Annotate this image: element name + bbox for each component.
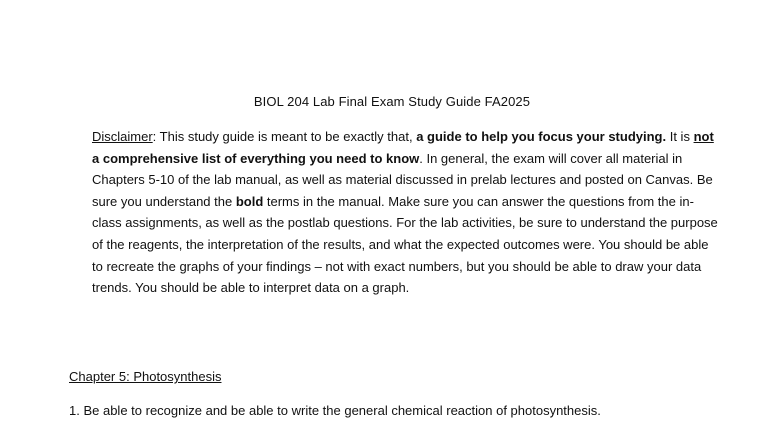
disclaimer-paragraph: [92, 126, 722, 299]
disclaimer-text-3: . In general, the exam will cover all material in Chapters 5-10 of the lab manual, as well as material discussed in prelab lectures and posted on Canvas. Be sure you understand the: [92, 150, 713, 209]
disclaimer-text-1: This study guide is meant to be exactly that,: [156, 129, 417, 144]
disclaimer-bold-guide: a guide to help you focus your studying.: [416, 129, 667, 144]
disclaimer-bold-comprehensive: a comprehensive list of everything you need to know: [92, 150, 420, 166]
document-title: BIOL 204 Lab Final Exam Study Guide FA2025: [253, 94, 531, 109]
disclaimer-text-4: terms in the manual. Make sure you can answer the questions from the in-class assignments, as well as the postlab questions. For the lab activities, be sure to understand the purpose of the reagents, the interpretation of the results, and what the expected outcomes were. You should be able to recreate the graphs of your findings – not with exact numbers, but you should be able to draw your data trends. You should be able to interpret data on a graph.: [92, 193, 718, 296]
disclaimer-colon: :: [152, 129, 157, 144]
disclaimer-bold-not: not: [693, 129, 714, 144]
list-item: 1. Be able to recognize and be able to write the general chemical reaction of photosynthesis.: [69, 403, 601, 418]
disclaimer-label: Disclaimer: [92, 129, 153, 144]
chapter-heading: Chapter 5: Photosynthesis: [69, 369, 222, 384]
disclaimer-text-2: It is: [666, 129, 694, 144]
disclaimer-bold-word: bold: [235, 193, 264, 209]
